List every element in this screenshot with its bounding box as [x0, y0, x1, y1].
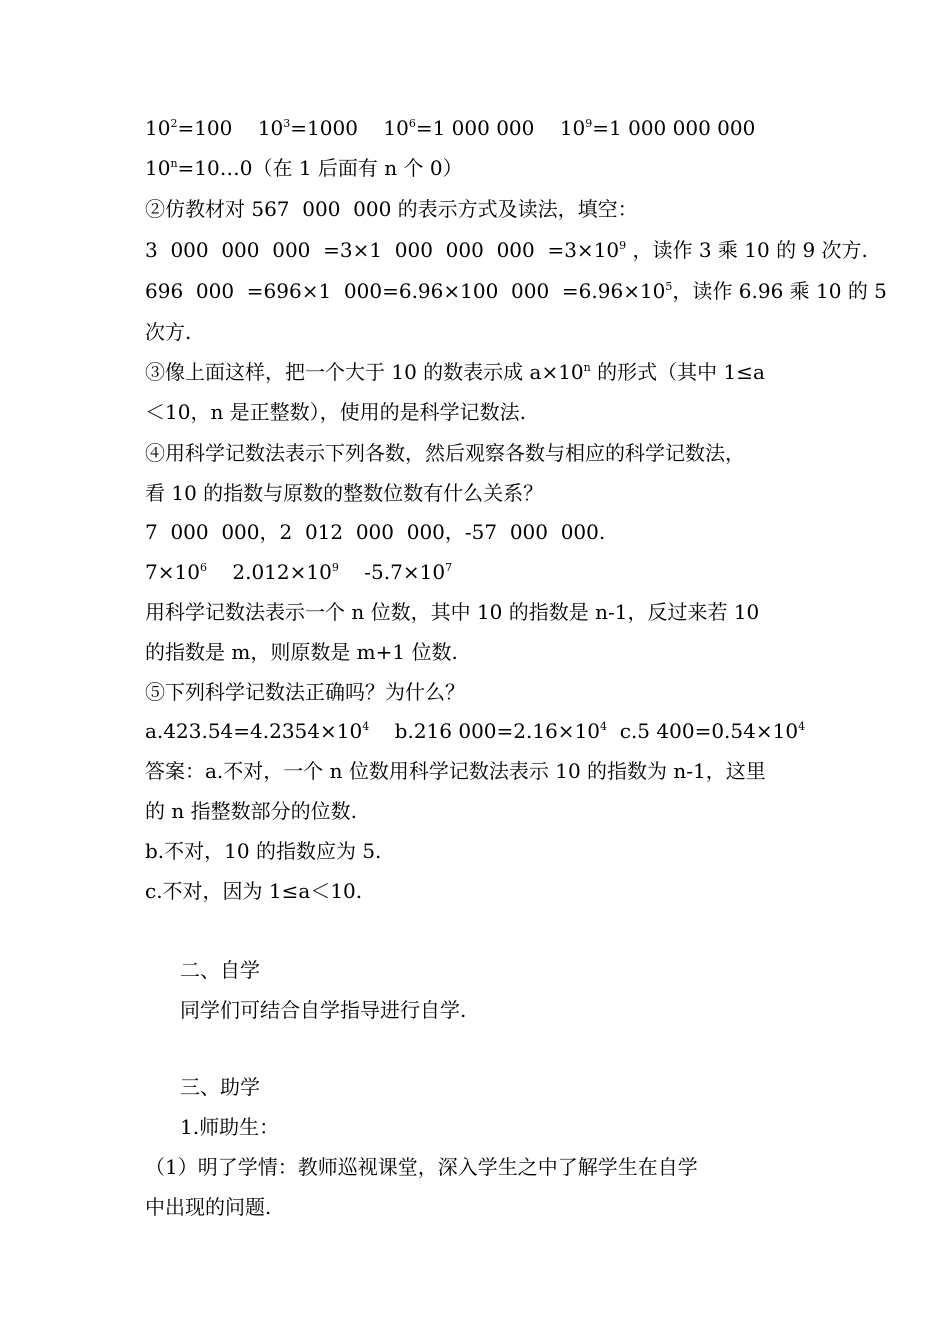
example-line-2: 696 000 =696×1 000=6.96×100 $000 =6.96\times 10^5$，读作 6.96 乘 10 的 5 [145, 279, 887, 303]
item2-title: ②仿教材对 567 000 000 的表示方式及读法，填空： [145, 197, 638, 221]
power-n-line: $10^n=10\dots 0$（在 1 后面有 n 个 0） [145, 156, 463, 180]
item4-line-2: 看 10 的指数与原数的整数位数有什么关系？ [145, 481, 544, 505]
section3-paragraph-line-2: 中出现的问题. [145, 1195, 272, 1219]
section2-text: 同学们可结合自学指导进行自学. [180, 998, 467, 1022]
item5-title: ⑤下列科学记数法正确吗？为什么？ [145, 680, 465, 704]
rule-line-1: 用科学记数法表示一个 n 位数，其中 10 的指数是 n-1，反过来若 10 [145, 600, 760, 624]
answer-line-2: 的 n 指整数部分的位数. [145, 799, 357, 823]
example-line-2-cont: 次方. [145, 320, 192, 344]
section2-heading: 二、自学 [180, 958, 260, 982]
sci-forms-line: $7\times 10^6$ $2.012\times 10^9$ $-5.7\times 10^7$ [145, 560, 453, 584]
item3-line-1: ③像上面这样，把一个大于 10 的数表示成 $a\times 10^n$ 的形式（其中 1≤a [145, 360, 765, 384]
section3-paragraph-line-1: （1）明了学情：教师巡视课堂，深入学生之中了解学生在自学 [145, 1155, 698, 1179]
rule-line-2: 的指数是 m，则原数是 m+1 位数. [145, 640, 458, 664]
powers-of-ten-line: $10^2=100$ $10^3=1000$ $10^6=1$ 000 000 $10^9=1$ 000 000 000 [145, 116, 756, 140]
item5-options-line: $a.423.54=4.2354\times 10^4$ b.216 $000=2.16\times 10^4$ c.5 $400=0.54\times 10^4$ [145, 719, 806, 743]
example-line-1: 3 000 000 000 =3×1 000 000 $000 =3\times 10^9$ ，读作 3 乘 10 的 9 次方. [145, 238, 868, 262]
answer-b: b.不对，10 的指数应为 5. [145, 839, 382, 863]
answer-line-1: 答案：a.不对，一个 n 位数用科学记数法表示 10 的指数为 n-1，这里 [145, 759, 766, 783]
numbers-line: 7 000 000，2 012 000 000，-57 000 000. [145, 520, 606, 544]
section3-sub: 1.师助生： [180, 1115, 280, 1139]
item4-line-1: ④用科学记数法表示下列各数，然后观察各数与相应的科学记数法， [145, 441, 745, 465]
section3-heading: 三、助学 [180, 1075, 260, 1099]
item3-line-2: ＜10，n 是正整数），使用的是科学记数法. [145, 400, 527, 424]
answer-c: c.不对，因为 1≤a＜10. [145, 879, 363, 903]
